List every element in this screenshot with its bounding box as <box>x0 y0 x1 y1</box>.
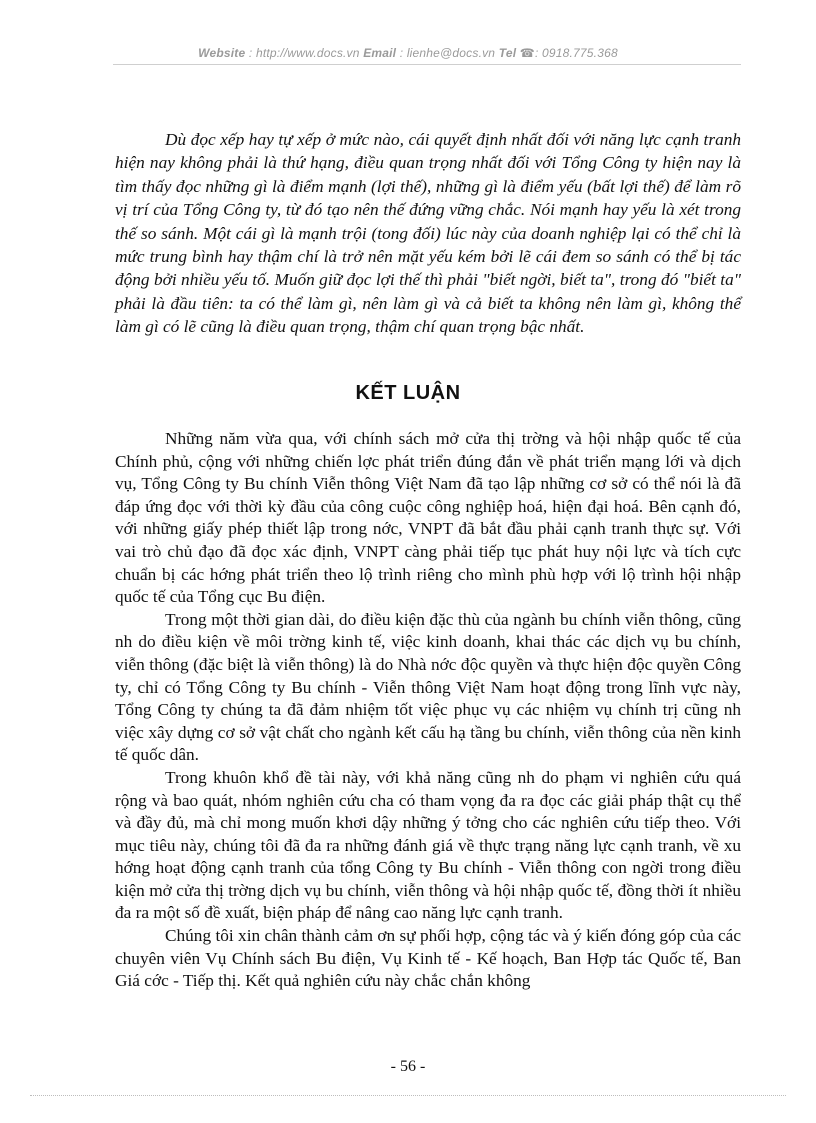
email-value: : lienhe@docs.vn <box>399 46 496 60</box>
intro-paragraph: Dù đọc xếp hay tự xếp ở mức nào, cái quyết định nhất đối với năng lực cạnh tranh hiện nay không phải là thứ hạng, điều quan trọng nhất đối với Tổng Công ty hiện nay là tìm thấy đọc những gì là điểm mạnh (lợi thế), những gì là điểm yếu (bất lợi thế) để làm rõ vị trí của Tổng Công ty, từ đó tạo nên thế đứng vững chắc. Nói mạnh hay yếu là xét trong thế so sánh. Một cái gì là mạnh trội (tong đối) lúc này của doanh nghiệp lại có thể chỉ là mức trung bình hay thậm chí là trở nên mặt yếu kém bởi lẽ cái đem so sánh có thể bị tác động bởi nhiều yếu tố. Muốn giữ đọc lợi thế thì phải "biết ngời, biết ta", trong đó "biết ta" phải là đầu tiên: ta có thể làm gì, nên làm gì và cả biết ta không nên làm gì, không thể làm gì có lẽ cũng là điều quan trọng, thậm chí quan trọng bậc nhất. <box>115 130 741 337</box>
paragraph: Trong một thời gian dài, do điều kiện đặc thù của ngành bu chính viễn thông, cũng nh do điều kiện về môi trờng kinh tế, việc kinh doanh, khai thác các dịch vụ bu chính, viễn thông (đặc biệt là viễn thông) là do Nhà nớc độc quyền và thực hiện độc quyền Công ty, chỉ có Tổng Công ty Bu chính - Viễn thông Việt Nam hoạt động trong lĩnh vực này, Tổng Công ty chúng ta đã đảm nhiệm tốt việc phục vụ các nhiệm vụ chính trị cũng nh việc xây dựng cơ sở vật chất cho ngành kết cấu hạ tầng bu chính, viễn thông của nền kinh tế quốc dân. <box>115 609 741 765</box>
tel-label: Tel <box>498 46 517 60</box>
conclusion-body <box>115 428 741 993</box>
tel-value: : 0918.775.368 <box>534 46 618 60</box>
section-title: KẾT LUẬN <box>355 382 461 404</box>
website-label: Website <box>198 46 246 60</box>
page-number: - 56 - <box>390 1058 426 1075</box>
paragraph: Chúng tôi xin chân thành cảm ơn sự phối hợp, cộng tác và ý kiến đóng góp của các chuyên viên Vụ Chính sách Bu điện, Vụ Kinh tế - Kế hoạch, Ban Hợp tác Quốc tế, Ban Giá cớc - Tiếp thị. Kết quả nghiên cứu này chắc chắn không <box>115 926 741 991</box>
paragraph: Những năm vừa qua, với chính sách mở cửa thị trờng và hội nhập quốc tế của Chính phủ, cộng với những chiến lợc phát triển đúng đắn về phát triển mạng lới và dịch vụ, Tổng Công ty Bu chính Viễn thông Việt Nam đã tạo lập những cơ sở có thể nói là đã đáp ứng đọc với thời kỳ đầu của công cuộc công nghiệp hoá, hiện đại hoá. Bên cạnh đó, với những giấy phép thiết lập trong nớc, VNPT đã bắt đầu phải cạnh tranh thực sự. Với vai trò chủ đạo đã đọc xác định, VNPT càng phải tiếp tục phát huy nội lực và tích cực chuẩn bị các hớng phát triển theo lộ trình riêng cho mình phù hợp với lộ trình hội nhập quốc tế của Tổng cục Bu điện. <box>115 429 741 607</box>
paragraph: Trong khuôn khổ đề tài này, với khả năng cũng nh do phạm vi nghiên cứu quá rộng và bao quát, nhóm nghiên cứu cha có tham vọng đa ra đọc các giải pháp thật cụ thể và đầy đủ, mà chỉ mong muốn khơi dậy những ý tởng cho các nghiên cứu tiếp theo. Với mục tiêu này, chúng tôi đã đa ra những đánh giá về thực trạng năng lực cạnh tranh, về xu hớng hoạt động cạnh tranh của tổng Công ty Bu chính - Viễn thông con ngời trong điều kiện mở cửa thị trờng dịch vụ bu chính, viễn thông và hội nhập quốc tế, đồng thời ít nhiều đa ra một số đề xuất, biện pháp để nâng cao năng lực cạnh tranh. <box>115 767 741 923</box>
page-header <box>0 46 816 60</box>
intro-block <box>115 128 741 339</box>
phone-icon: ☎ <box>519 46 535 60</box>
footer-divider <box>30 1095 786 1096</box>
email-label: Email <box>363 46 397 60</box>
website-value: : http://www.docs.vn <box>248 46 360 60</box>
header-divider <box>113 64 741 65</box>
